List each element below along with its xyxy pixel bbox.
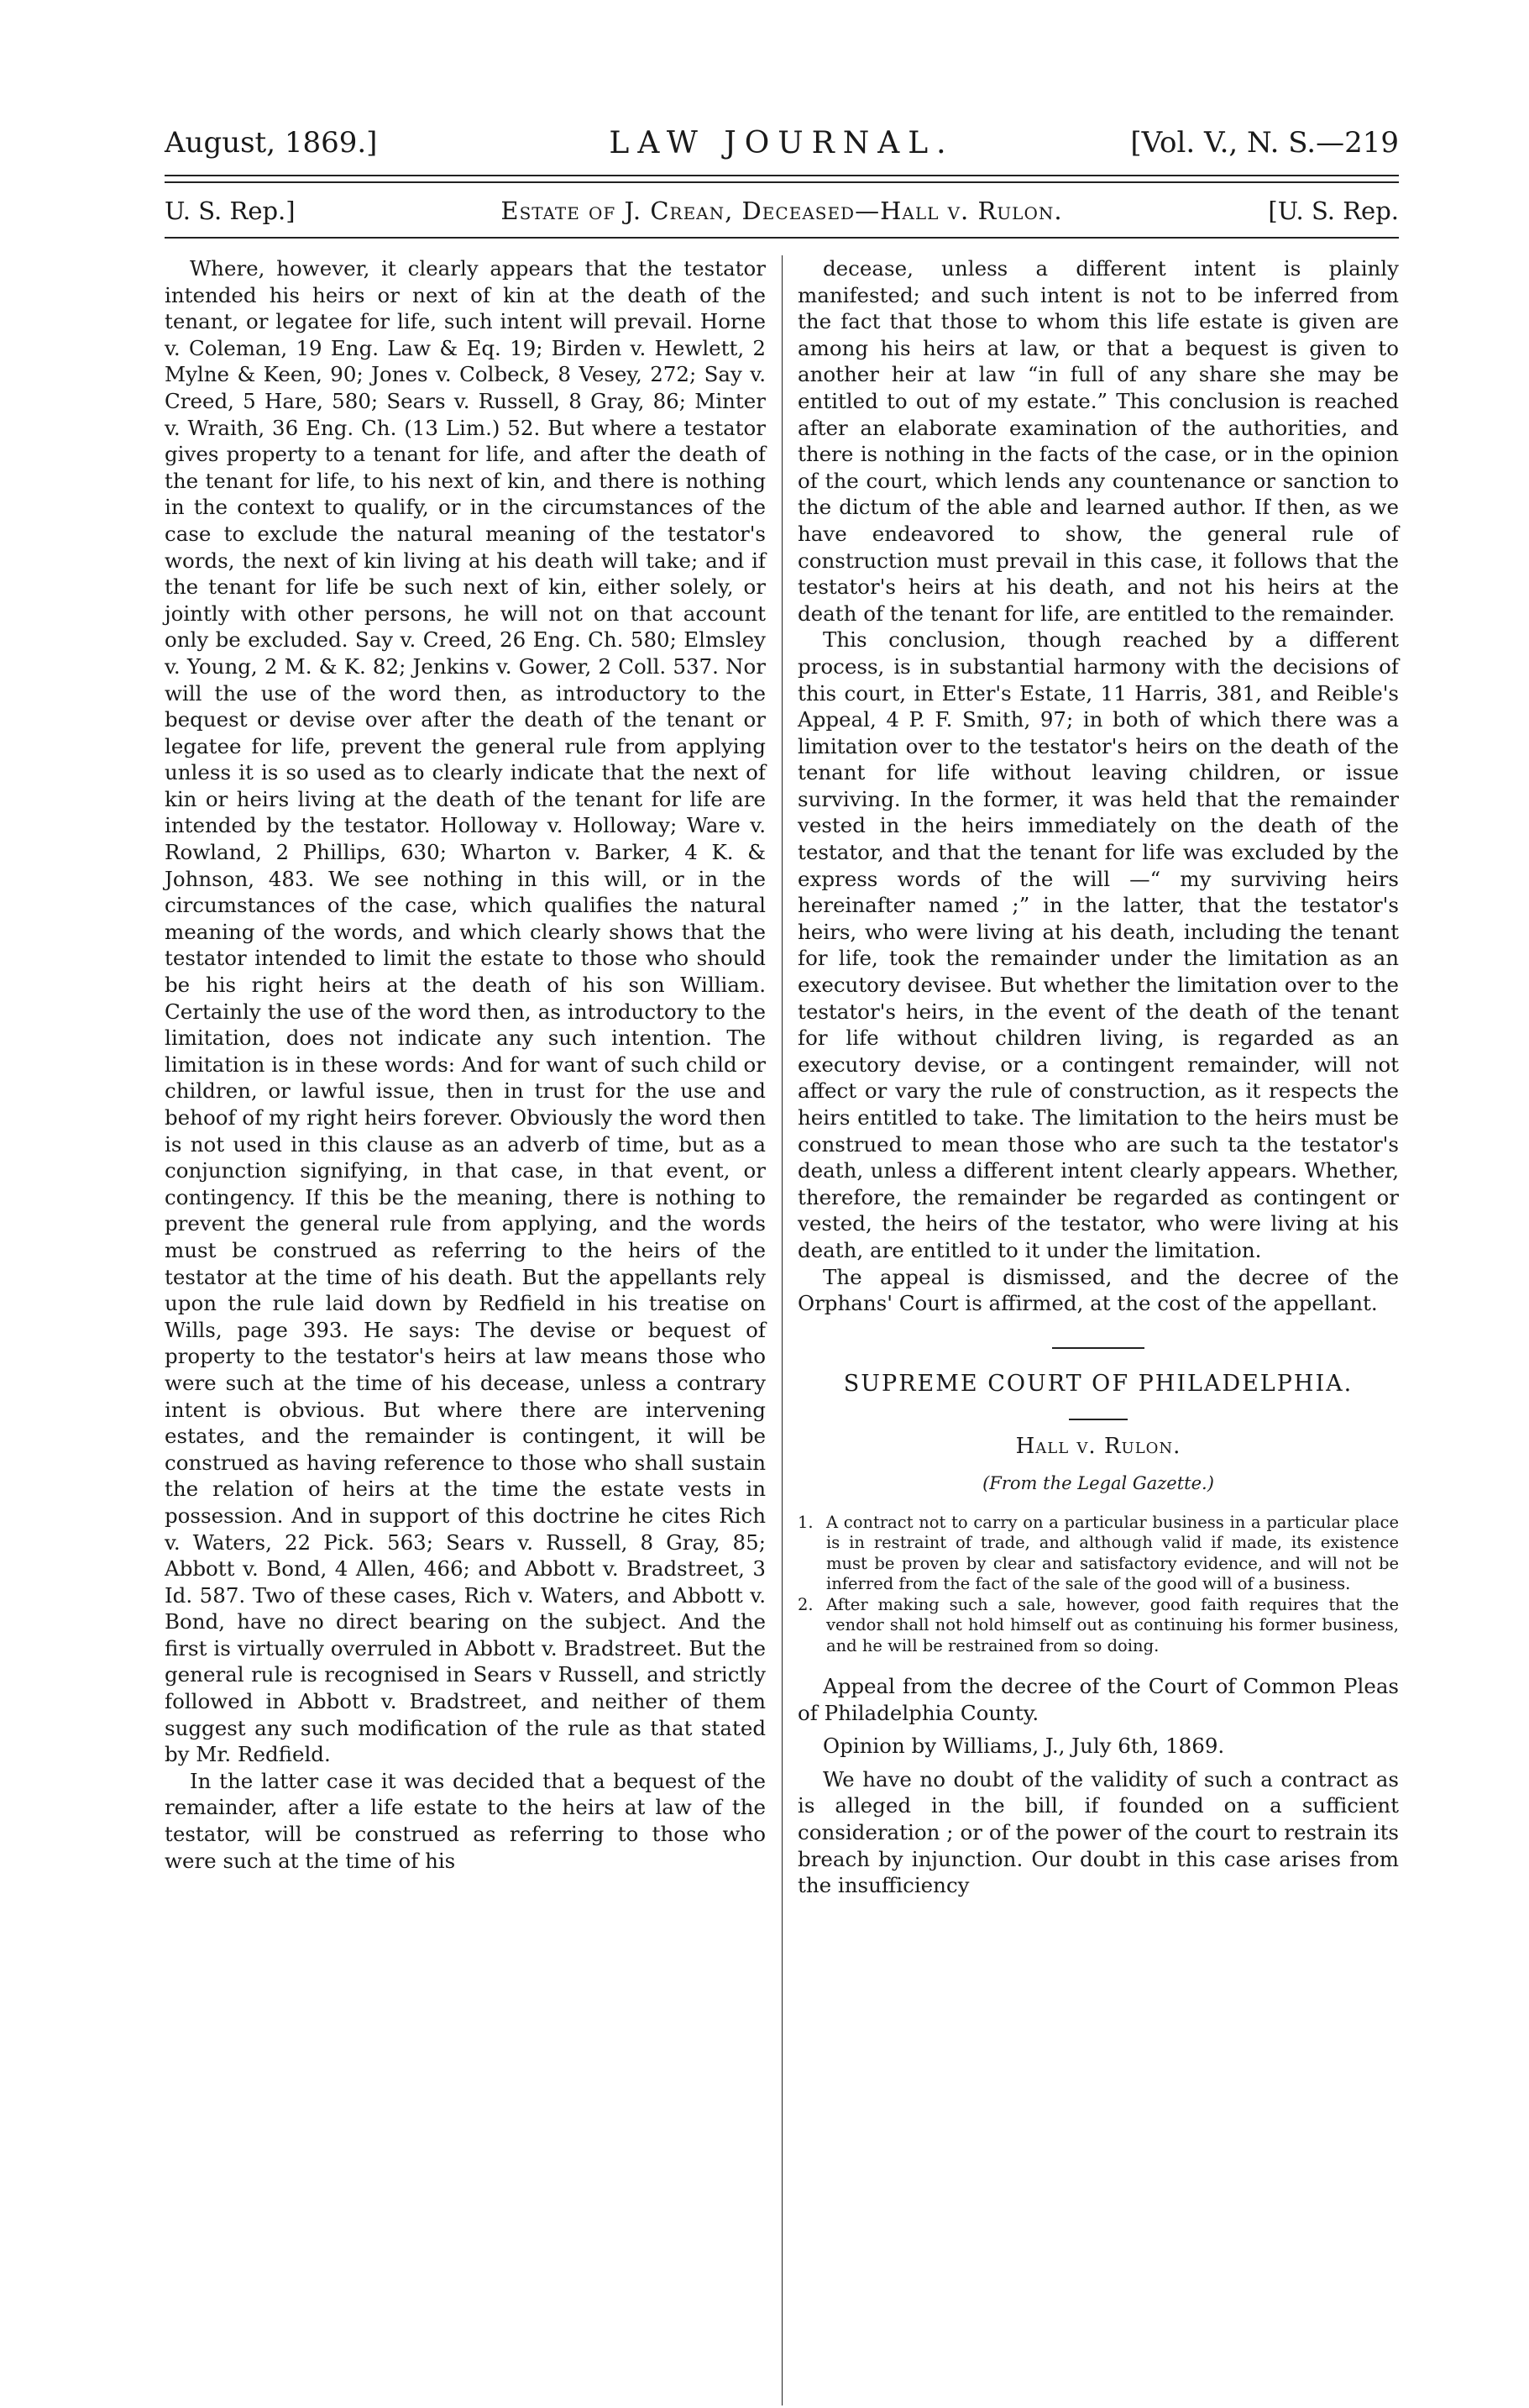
subheader-rule	[165, 237, 1399, 239]
column-divider	[782, 255, 783, 2405]
header-double-rule	[165, 175, 1399, 183]
paragraph: Where, however, it clearly appears that the testator intended his heirs or next of kin at the death of the tenant, or legatee for life, such intent will prevail. Horne v. Coleman, 19 Eng. Law & Eq. 19; Birden v. Hewlett, 2 Mylne & Keen, 90; Jones v. Colbeck, 8 Vesey, 272; Say v. Creed, 5 Hare, 580; Sears v. Russell, 8 Gray, 86; Minter v. Wraith, 36 Eng. Ch. (13 Lim.) 52. But where a testator gives property to a tenant for life, and after the death of the tenant for life, to his next of kin, and there is nothing in the context to qualify, or in the circumstances of the case to exclude the natural meaning of the testator's words, the next of kin living at his death will take; and if the tenant for life be such next of kin, either solely, or jointly with other persons, he will not on that account only be excluded. Say v. Creed, 26 Eng. Ch. 580; Elmsley v. Young, 2 M. & K. 82; Jenkins v. Gower, 2 Coll. 537. Nor will the use of the word then, as introductory to the bequest or devise over after the death of the tenant or legatee for life, prevent the general rule from applying unless it is so used as to clearly indicate that the next of kin or heirs living at the death of the tenant for life are intended by the testator. Holloway v. Holloway; Ware v. Rowland, 2 Phillips, 630; Wharton v. Barker, 4 K. & Johnson, 483. We see nothing in this will, or in the circumstances of the case, which qualifies the natural meaning of the words, and which clearly shows that the testator intended to limit the estate to those who should be his right heirs at the death of his son William. Certainly the use of the word then, as introductory to the limitation, does not indicate any such intention. The limitation is in these words: And for want of such child or children, or lawful issue, then in trust for the use and behoof of my right heirs forever. Obviously the word then is not used in this clause as an adverb of time, but as a conjunction signifying, in that case, in that event, or contingency. If this be the meaning, there is nothing to prevent the general rule from applying, and the words must be construed as referring to the heirs of the testator at the time of his death. But the appellants rely upon the rule laid down by Redfield in his treatise on Wills, page 393. He says: The devise or bequest of property to the testator's heirs at law means those who were such at the time of his decease, unless a contrary intent is obvious. But where there are intervening estates, and the remainder is contingent, it will be construed as having reference to those who shall sustain the relation of heirs at the time the estate vests in possession. And in support of this doctrine he cites Rich v. Waters, 22 Pick. 563; Sears v. Russell, 8 Gray, 85; Abbott v. Bond, 4 Allen, 466; and Abbott v. Bradstreet, 3 Id. 587. Two of these cases, Rich v. Waters, and Abbott v. Bond, have no direct bearing on the subject. And the first is virtually overruled in Abbott v. Bradstreet. But the general rule is recognised in Sears v Russell, and strictly followed in Abbott v. Bradstreet, and neither of them suggest any such modification of the rule as that stated by Mr. Redfield.	[165, 256, 766, 1767]
opinion-byline: Opinion by Williams, J., July 6th, 1869.	[823, 1734, 1225, 1759]
header-volume: [Vol. V., N. S.—219	[1130, 126, 1399, 160]
right-column	[798, 255, 1399, 1899]
headnote	[798, 1513, 1399, 1595]
headnote-number: 2.	[798, 1594, 814, 1614]
paragraph: In the latter case it was decided that a bequest of the remainder, after a life estate to the heirs at law of the testator, will be construed as referring to those who were such at the time of his	[165, 1768, 766, 1873]
subheader-left: U. S. Rep.]	[165, 197, 296, 225]
paragraph: Appeal from the decree of the Court of Common Pleas of Philadelphia County.	[798, 1674, 1399, 1725]
paragraph: We have no doubt of the validity of such a contract as is alleged in the bill, if founded on a sufficient consideration ; or of the power of the court to restrain its breach by injunction. Our doubt in this case arises from the insufficiency	[798, 1766, 1399, 1898]
running-header	[165, 126, 1399, 168]
subheader-right: [U. S. Rep.	[1268, 197, 1399, 225]
headnote	[798, 1595, 1399, 1657]
case-source: (From the Legal Gazette.)	[982, 1472, 1214, 1493]
text-columns	[165, 255, 1399, 1899]
subheader-case-names: Estate of J. Crean, Deceased—Hall v. Rulon.	[500, 197, 1063, 225]
paragraph: This conclusion, though reached by a different process, is in substantial harmony with the decisions of this court, in Etter's Estate, 11 Harris, 381, and Reible's Appeal, 4 P. F. Smith, 97; in both of which there was a limitation over to the testator's heirs on the death of the tenant for life without leaving children, or issue surviving. In the former, it was held that the remainder vested in the heirs immediately on the death of the testator, and that the tenant for life was excluded by the express words of the will —“ my surviving heirs hereinafter named ;” in the latter, that the testator's heirs, who were living at his death, including the tenant for life, took the remainder under the limitation as an executory devisee. But whether the limitation over to the testator's heirs, in the event of the death of the tenant for life without children living, is regarded as an executory devise, or a contingent remainder, will not affect or vary the rule of construction, as it respects the heirs entitled to take. The limitation to the heirs must be construed to mean those who are such ta the testator's death, unless a different intent clearly appears. Whether, therefore, the remainder be regarded as contingent or vested, the heirs of the testator, who were living at his death, are entitled to it under the limitation.	[798, 627, 1399, 1262]
header-date: August, 1869.]	[165, 126, 378, 160]
paragraph: decease, unless a different intent is plainly manifested; and such intent is not to be inferred from the fact that those to whom this life estate is given are among his heirs at law, or that a bequest is given to another heir at law “in full of any share she may be entitled to out of my estate.” This conclusion is reached after an elaborate examination of the authorities, and there is nothing in the facts of the case, or in the opinion of the court, which lends any countenance or sanction to the dictum of the able and learned author. If then, as we have endeavored to show, the general rule of construction must prevail in this case, it follows that the testator's heirs at his death, and not his heirs at the death of the tenant for life, are entitled to the remainder.	[798, 256, 1399, 626]
headnotes	[798, 1513, 1399, 1657]
journal-title: LAW JOURNAL.	[609, 126, 955, 160]
title-rule	[1069, 1419, 1128, 1420]
section-rule	[1052, 1347, 1144, 1349]
case-subheader	[165, 197, 1399, 235]
headnote-text: A contract not to carry on a particular business in a particular place is in restraint of trade, and although valid if made, its existence must be proven by clear and satisfactory evidence, and will not be inferred from the fact of the sale of the good will of a business.	[826, 1512, 1399, 1594]
case-title: Hall v. Rulon.	[1015, 1434, 1181, 1460]
journal-page	[165, 126, 1399, 1899]
paragraph: The appeal is dismissed, and the decree of the Orphans' Court is affirmed, at the cost of the appellant.	[798, 1264, 1399, 1316]
court-title: SUPREME COURT OF PHILADELPHIA.	[843, 1370, 1354, 1397]
headnote-text: After making such a sale, however, good faith requires that the vendor shall not hold himself out as continuing his former business, and he will be restrained from so doing.	[826, 1594, 1399, 1655]
headnote-number: 1.	[798, 1512, 814, 1532]
left-column	[165, 255, 766, 1899]
